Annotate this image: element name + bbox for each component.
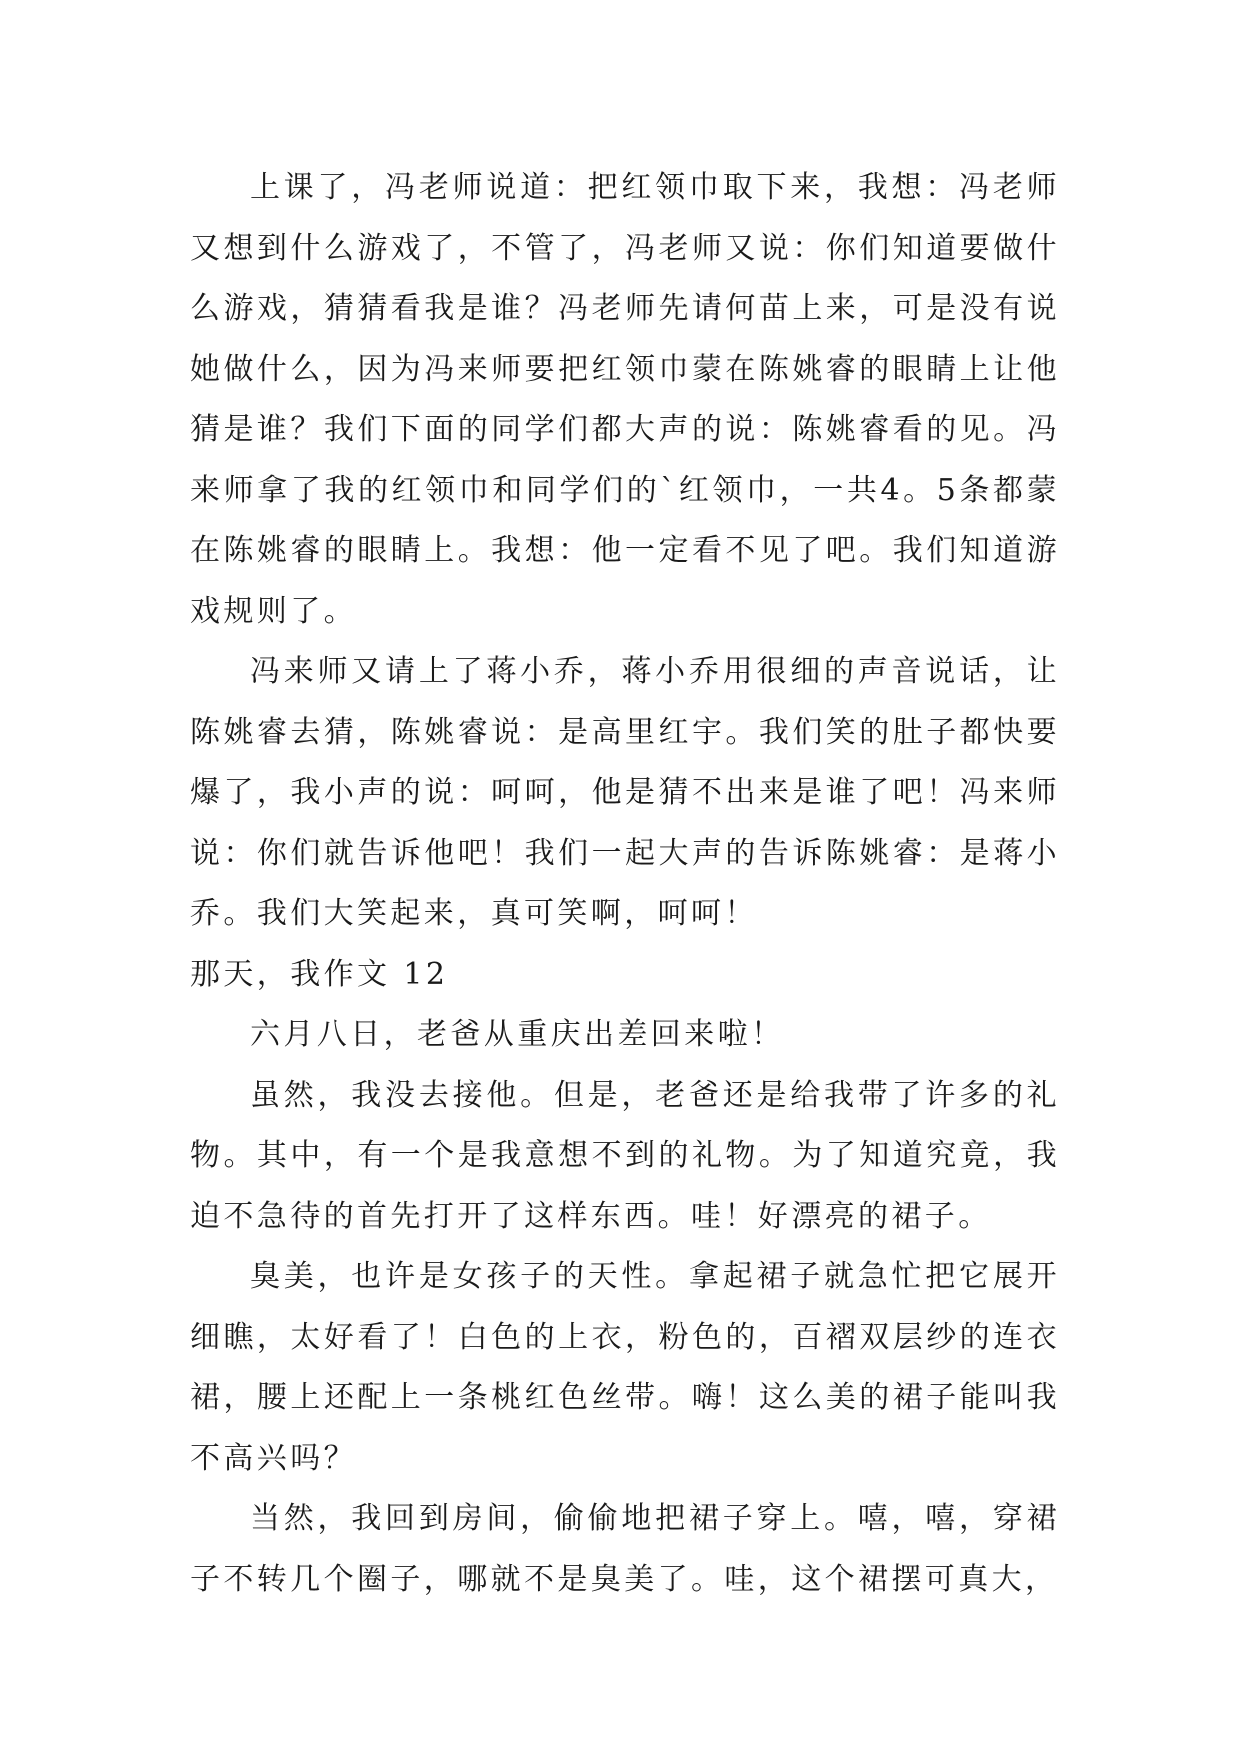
paragraph-5: 臭美，也许是女孩子的天性。拿起裙子就急忙把它展开细瞧，太好看了！白色的上衣，粉色的，百褶双层纱的连衣裙，腰上还配上一条桃红色丝带。嗨！这么美的裙子能叫我不高兴吗？ [190, 1259, 1060, 1476]
paragraph-4: 虽然，我没去接他。但是，老爸还是给我带了许多的礼物。其中，有一个是我意想不到的礼物。为了知道究竟，我迫不急待的首先打开了这样东西。哇！好漂亮的裙子。 [190, 1077, 1060, 1234]
document-body [190, 158, 1060, 1610]
paragraph-6: 当然，我回到房间，偷偷地把裙子穿上。嘻，嘻，穿裙子不转几个圈子，哪就不是臭美了。哇，这个裙摆可真大， [190, 1501, 1060, 1597]
paragraph-3: 六月八日，老爸从重庆出差回来啦！ [250, 1017, 785, 1052]
paragraph-1: 上课了，冯老师说道：把红领巾取下来，我想：冯老师又想到什么游戏了，不管了，冯老师又说：你们知道要做什么游戏，猜猜看我是谁？冯老师先请何苗上来，可是没有说她做什么，因为冯来师要把红领巾蒙在陈姚睿的眼睛上让他猜是谁？我们下面的同学们都大声的说：陈姚睿看的见。冯来师拿了我的红领巾和同学们的`红领巾，一共4。5条都蒙在陈姚睿的眼睛上。我想：他一定看不见了吧。我们知道游戏规则了。 [190, 170, 1060, 629]
paragraph-2: 冯来师又请上了蒋小乔，蒋小乔用很细的声音说话，让陈姚睿去猜，陈姚睿说：是高里红宇。我们笑的肚子都快要爆了，我小声的说：呵呵，他是猜不出来是谁了吧！冯来师说：你们就告诉他吧！我们一起大声的告诉陈姚睿：是蒋小乔。我们大笑起来，真可笑啊，呵呵！ [190, 654, 1060, 931]
essay-title: 那天，我作文 12 [190, 956, 449, 992]
